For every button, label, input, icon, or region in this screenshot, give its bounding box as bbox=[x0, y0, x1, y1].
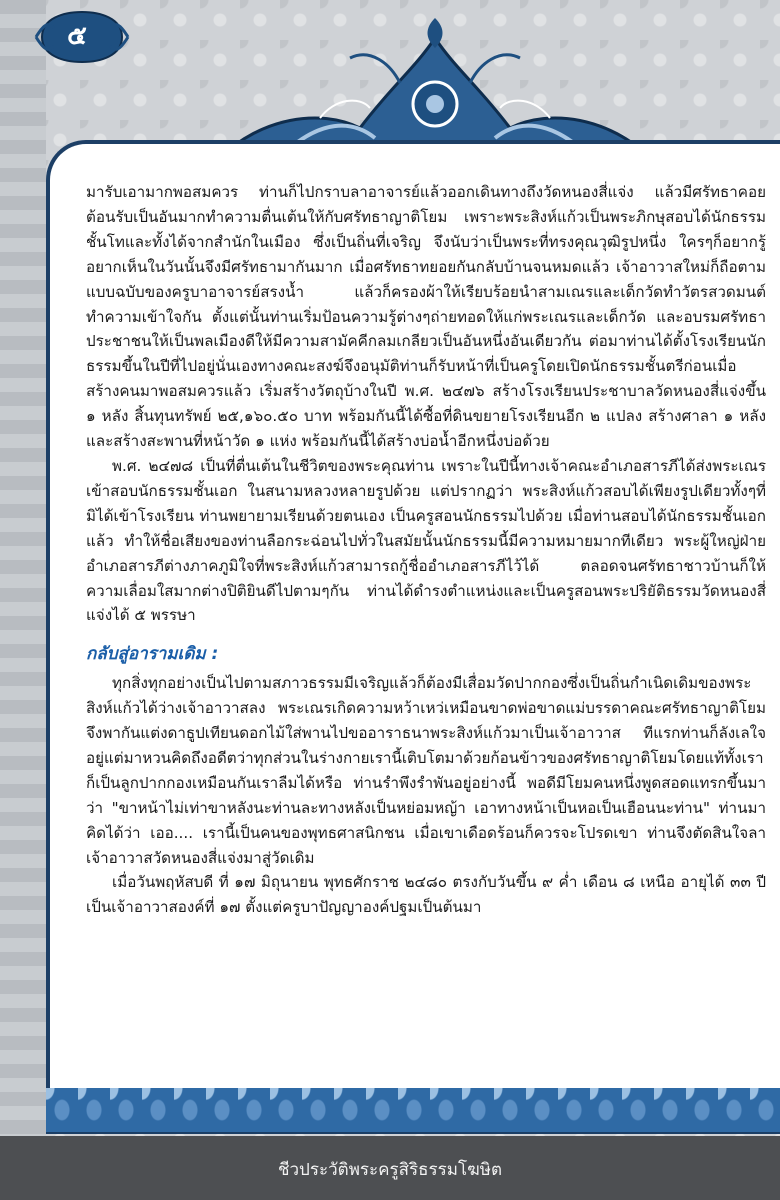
body-text bbox=[86, 180, 766, 920]
paragraph: พ.ศ. ๒๔๗๘ เป็นที่ตื่นเต้นในชีวิตของพระคุณท่าน เพราะในปีนี้ทางเจ้าคณะอำเภอสารภีได้ส่งพระเณรเข้าสอบนักธรรมชั้นเอก ในสนามหลวงหลายรูปด้วย แต่ปรากฏว่า พระสิงห์แก้วสอบได้เพียงรูปเดียวทั้งๆที่มิได้เข้าโรงเรียน ท่านพยายามเรียนด้วยตนเอง เป็นครูสอนนักธรรมไปด้วย เมื่อท่านสอบได้นักธรรมชั้นเอกแล้ว ทำให้ชื่อเสียงของท่านลือกระฉ่อนไปทั่วในสมัยนั้นนักธรรมนี้มีความหมายมากทีเดียว พระผู้ใหญ่ฝ่ายอำเภอสารภีต่างภาคภูมิใจที่พระสิงห์แก้วสามารถกู้ชื่ออำเภอสารภีไว้ได้ ตลอดจนศรัทธาชาวบ้านก็ให้ความเลื่อมใสมากต่างปิติยินดีไปตามๆกัน ท่านได้ดำรงตำแหน่งและเป็นครูสอนพระปริยัติธรรมวัดหนองสี่แจ่งได้ ๕ พรรษา bbox=[86, 456, 766, 625]
paragraph: มารับเอามากพอสมควร ท่านก็ไปกราบลาอาจารย์แล้วออกเดินทางถึงวัดหนองสี่แจ่ง แล้วมีศรัทธาคอยต้อนรับเป็นอันมากทำความตื่นเต้นให้กับศรัทธาญาติโยม เพราะพระสิงห์แก้วเป็นพระภิกษุสอบได้นักธรรมชั้นโทและทั้งได้จากสำนักในเมือง ซึ่งเป็นถิ่นที่เจริญ จึงนับว่าเป็นพระที่ทรงคุณวุฒิรูปหนึ่ง ใครๆก็อยากรู้อยากเห็นในวันนั้นจึงมีศรัทธามากันมาก เมื่อศรัทธาทยอยกันกลับบ้านจนหมดแล้ว เจ้าอาวาสใหม่ก็ถือตามแบบฉบับของครูบาอาจารย์สรงน้ำ แล้วก็ครองผ้าให้เรียบร้อยนำสามเณรและเด็กวัดทำวัตรสวดมนต์ ทำความเข้าใจกัน ตั้งแต่นั้นท่านเริ่มป้อนความรู้ต่างๆถ่ายทอดให้แก่พระเณรและเด็กวัด และอบรมศรัทธาประชาชนให้เป็นพลเมืองดีให้มีความสามัคคีกลมเกลียวเป็นอันหนึ่งอันเดียวกัน ต่อมาท่านได้ตั้งโรงเรียนนักธรรมขึ้นในปีที่ไปอยู่นั่นเองทางคณะสงฆ์จึงอนุมัติท่านก็รับหน้าที่เป็นครูโดยเปิดนักธรรมชั้นตรีก่อนเมื่อสร้างคนมาพอสมควรแล้ว เริ่มสร้างวัตถุบ้างในปี พ.ศ. ๒๔๗๖ สร้างโรงเรียนประชาบาลวัดหนองสี่แจ่งขึ้น ๑ หลัง สิ้นทุนทรัพย์ ๒๕,๑๖๐.๕๐ บาท พร้อมกันนี้ได้ซื้อที่ดินขยายโรงเรียนอีก ๒ แปลง สร้างศาลา ๑ หลัง และสร้างสะพานที่หน้าวัด ๑ แห่ง พร้อมกันนี้ได้สร้างบ่อน้ำอีกหนึ่งบ่อด้วย bbox=[86, 183, 766, 451]
page-number: ๕ bbox=[67, 21, 87, 51]
bottom-ornamental-band bbox=[46, 1088, 780, 1134]
top-floral-ornament bbox=[200, 8, 670, 158]
left-decorative-border bbox=[0, 0, 46, 1200]
footer-title: ชีวประวัติพระครูสิริธรรมโฆษิต bbox=[277, 1160, 503, 1180]
paragraph: ทุกสิ่งทุกอย่างเป็นไปตามสภาวธรรมมีเจริญแล้วก็ต้องมีเสื่อมวัดปากกองซึ่งเป็นถิ่นกำเนิดเดิมของพระสิงห์แก้วได้ว่างเจ้าอาวาสลง พระเณรเกิดความหว้าเหว่เหมือนขาดพ่อขาดแม่บรรดาคณะศรัทธาญาติโยมจึงพากันแต่งดาธูปเทียนดอกไม้ใส่พานไปขออาราธนาพระสิงห์แก้วมาเป็นเจ้าอาวาส ทีแรกท่านก็ลังเลใจอยู่แต่มาหวนคิดถึงอดีตว่าทุกส่วนในร่างกายเรานี้เติบโตมาด้วยก้อนข้าวของศรัทธาญาติโยมโดยแท้ทั้งเราก็เป็นลูกปากกองเหมือนกันเราลืมได้หรือ ท่านรำพึงรำพันอยู่อย่างนี้ พอดีมีโยมคนหนึ่งพูดสอดแทรกขึ้นมาว่า "ขาหน้าไม่เท่าขาหลังนะท่านละทางหลังเป็นหย่อมหญ้า เอาทางหน้าเป็นหอเป็นเฮือนนะท่าน" ท่านมาคิดได้ว่า เออ.... เรานี้เป็นคนของพุทธศาสนิกชน เมื่อเขาเดือดร้อนก็ควรจะโปรดเขา ท่านจึงตัดสินใจลาเจ้าอาวาสวัดหนองสี่แจ่งมาสู่วัดเดิม bbox=[86, 674, 766, 867]
paragraph: เมื่อวันพฤหัสบดี ที่ ๑๗ มิถุนายน พุทธศักราช ๒๔๘๐ ตรงกับวันขึ้น ๙ ค่ำ เดือน ๘ เหนือ อายุได้ ๓๓ ปี เป็นเจ้าอาวาสองค์ที่ ๑๗ ตั้งแต่ครูบาปัญญาองค์ปฐมเป็นต้นมา bbox=[86, 873, 766, 917]
section-heading: กลับสู่อารามเดิม : bbox=[86, 644, 219, 665]
